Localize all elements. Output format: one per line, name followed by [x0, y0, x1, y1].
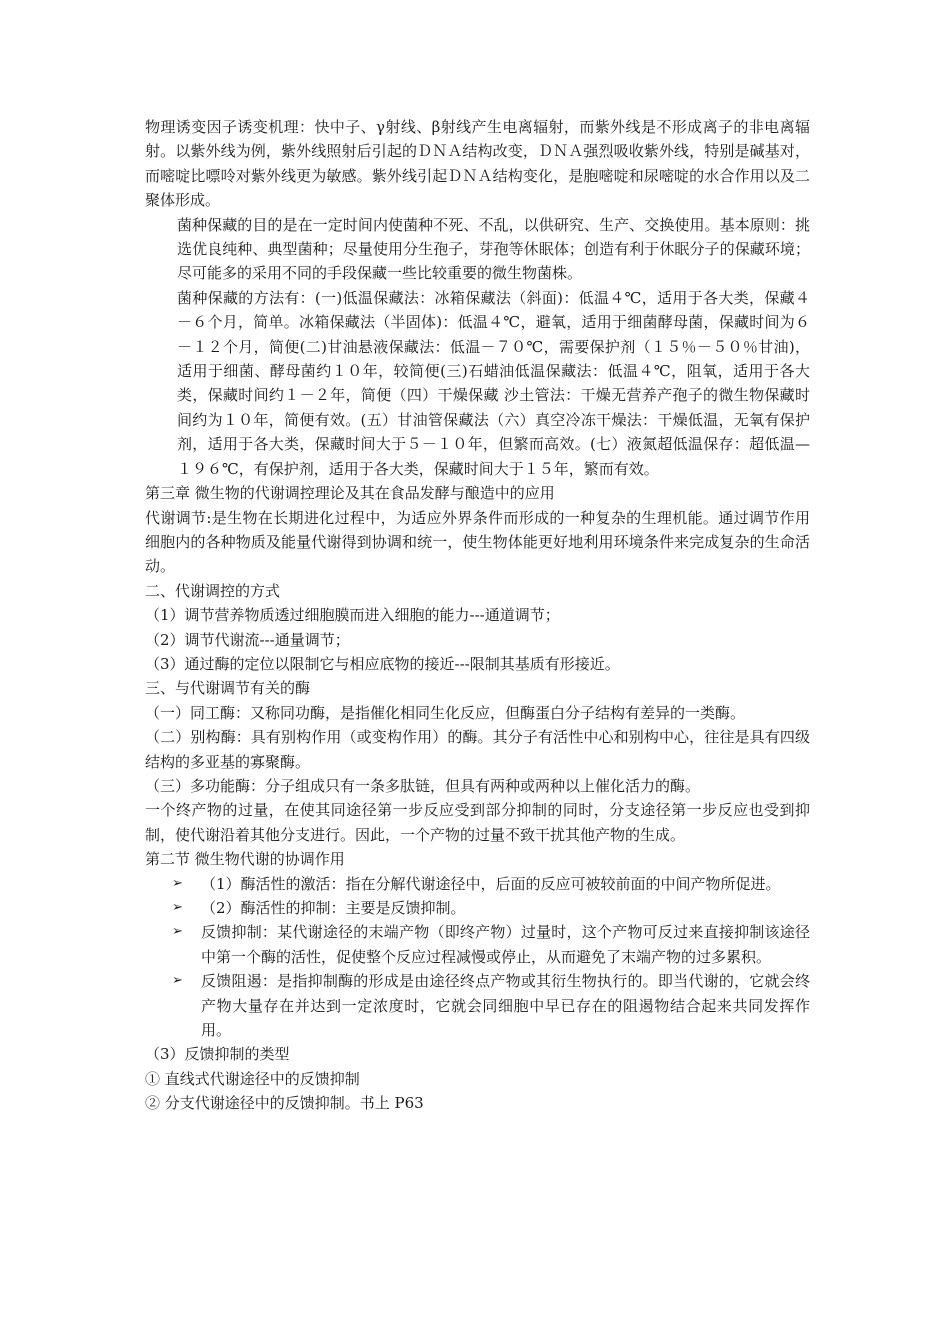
regulation-method-1: （1）调节营养物质透过细胞膜而进入细胞的能力---通道调节；: [145, 606, 560, 625]
arrow-bullet-icon: ➢: [172, 973, 183, 989]
enzyme-isozyme: （一）同工酶：又称同功酶，是指催化相同生化反应，但酶蛋白分子结构有差异的一类酶。: [145, 703, 746, 722]
list-item: ➢ 反馈抑制：某代谢途径的末端产物（即终产物）过量时，这个产物可反过来直接抑制该途径中第一个酶的活性，促使整个反应过程减慢或停止，从而避免了末端产物的过多累积。: [172, 920, 810, 969]
list-item: ➢ 反馈阻遏：是指抑制酶的形成是由途径终点产物或其衍生物执行的。即当代谢的，它就会终产物大量存在并达到一定浓度时，它就会同细胞中早已存在的阻遏物结合起来共同发挥作用。: [172, 969, 810, 1042]
chapter-title: 第三章 微生物的代谢调控理论及其在食品发酵与酿造中的应用: [145, 484, 555, 503]
enzyme-multifunctional: （三）多功能酶：分子组成只有一条多肽链，但具有两种或两种以上催化活力的酶。: [145, 776, 701, 795]
arrow-bullet-icon: ➢: [172, 900, 183, 915]
section-heading-regulation-methods: 二、代谢调控的方式: [145, 581, 281, 600]
arrow-bullet-icon: ➢: [172, 924, 183, 940]
arrow-bullet-icon: ➢: [172, 875, 183, 891]
section-heading-enzymes: 三、与代谢调节有关的酶: [145, 679, 311, 698]
regulation-method-3: （3）通过酶的定位以限制它与相应底物的接近---限制其基质有形接近。: [145, 654, 620, 673]
paragraph-preservation-methods: 菌种保藏的方法有：(一)低温保藏法：冰箱保藏法（斜面)：低温４℃，适用于各大类，保藏４－６个月，简单。冰箱保藏法（半固体)：低温４℃，避氧，适用于细菌酵母菌，保藏时间为６－１２个月，简便(二)甘油悬液保藏法：低温－７０℃，需要保护剂（１５％－５０％甘油)，适用于细菌、酵母菌约１０年，较简便(三)石蜡油低温保藏法：低温４℃，阻氧，适用于各大类，保藏时间约１－２年，简便（四）干燥保藏 沙土管法：干燥无营养产孢子的微生物保藏时间约为１０年，简便有效。(五）甘油管保藏法（六）真空冷冻干燥法：干燥低温，无氧有保护剂，适用于各大类，保藏时间大于５－１０年，但繁而高效。(七）液氮超低温保存：超低温—１９６℃，有保护剂，适用于各大类，保藏时间大于１５年，繁而有效。: [177, 288, 810, 478]
list-item: ➢ （2）酶活性的抑制：主要是反馈抑制。: [172, 896, 810, 920]
enzyme-allosteric: （二）别构酶：具有别构作用（或变构作用）的酶。其分子有活性中心和别构中心，往往是具有四级结构的多亚基的寡聚酶。: [145, 728, 810, 771]
list-item: ➢ （1）酶活性的激活：指在分解代谢途径中，后面的反应可被较前面的中间产物所促进。: [172, 872, 810, 896]
feedback-type-linear: ① 直线式代谢途径中的反馈抑制: [145, 1069, 360, 1088]
section-title: 第二节 微生物代谢的协调作用: [145, 850, 345, 869]
regulation-method-2: （2）调节代谢流---通量调节；: [145, 630, 350, 649]
paragraph-mutagen-mechanism: 物理诱变因子诱变机理：快中子、γ射线、β射线产生电离辐射，而紫外线是不形成离子的非电离辐射。以紫外线为例，紫外线照射后引起的ＤＮＡ结构改变，ＤＮＡ强烈吸收紫外线，特别是碱基对，而嘧啶比嘌呤对紫外线更为敏感。紫外线引起ＤＮＡ结构变化，是胞嘧啶和尿嘧啶的水合作用以及二聚体形成。: [145, 118, 810, 210]
bullet-list: [172, 872, 810, 1043]
paragraph-metabolic-regulation: 代谢调节:是生物在长期进化过程中，为适应外界条件而形成的一种复杂的生理机能。通过调节作用细胞内的各种物质及能量代谢得到协调和统一，使生物体能更好地利用环境条件来完成复杂的生命活动。: [145, 508, 810, 576]
feedback-type-branched: ② 分支代谢途径中的反馈抑制。书上 P63: [145, 1094, 424, 1113]
paragraph-preservation-purpose: 菌种保藏的目的是在一定时间内使菌种不死、不乱，以供研究、生产、交换使用。基本原则：挑选优良纯种、典型菌种；尽量使用分生孢子，芽孢等休眠体；创造有利于休眠分子的保藏环境；尽可能多的采用不同的手段保藏一些比较重要的微生物菌株。: [177, 215, 810, 283]
feedback-types-heading: （3）反馈抑制的类型: [145, 1045, 290, 1064]
paragraph-end-product-excess: 一个终产物的过量，在使其同途径第一步反应受到部分抑制的同时，分支途径第一步反应也受到抑制，使代谢沿着其他分支进行。因此，一个产物的过量不致干扰其他产物的生成。: [145, 801, 810, 844]
document-page: [145, 115, 810, 1116]
